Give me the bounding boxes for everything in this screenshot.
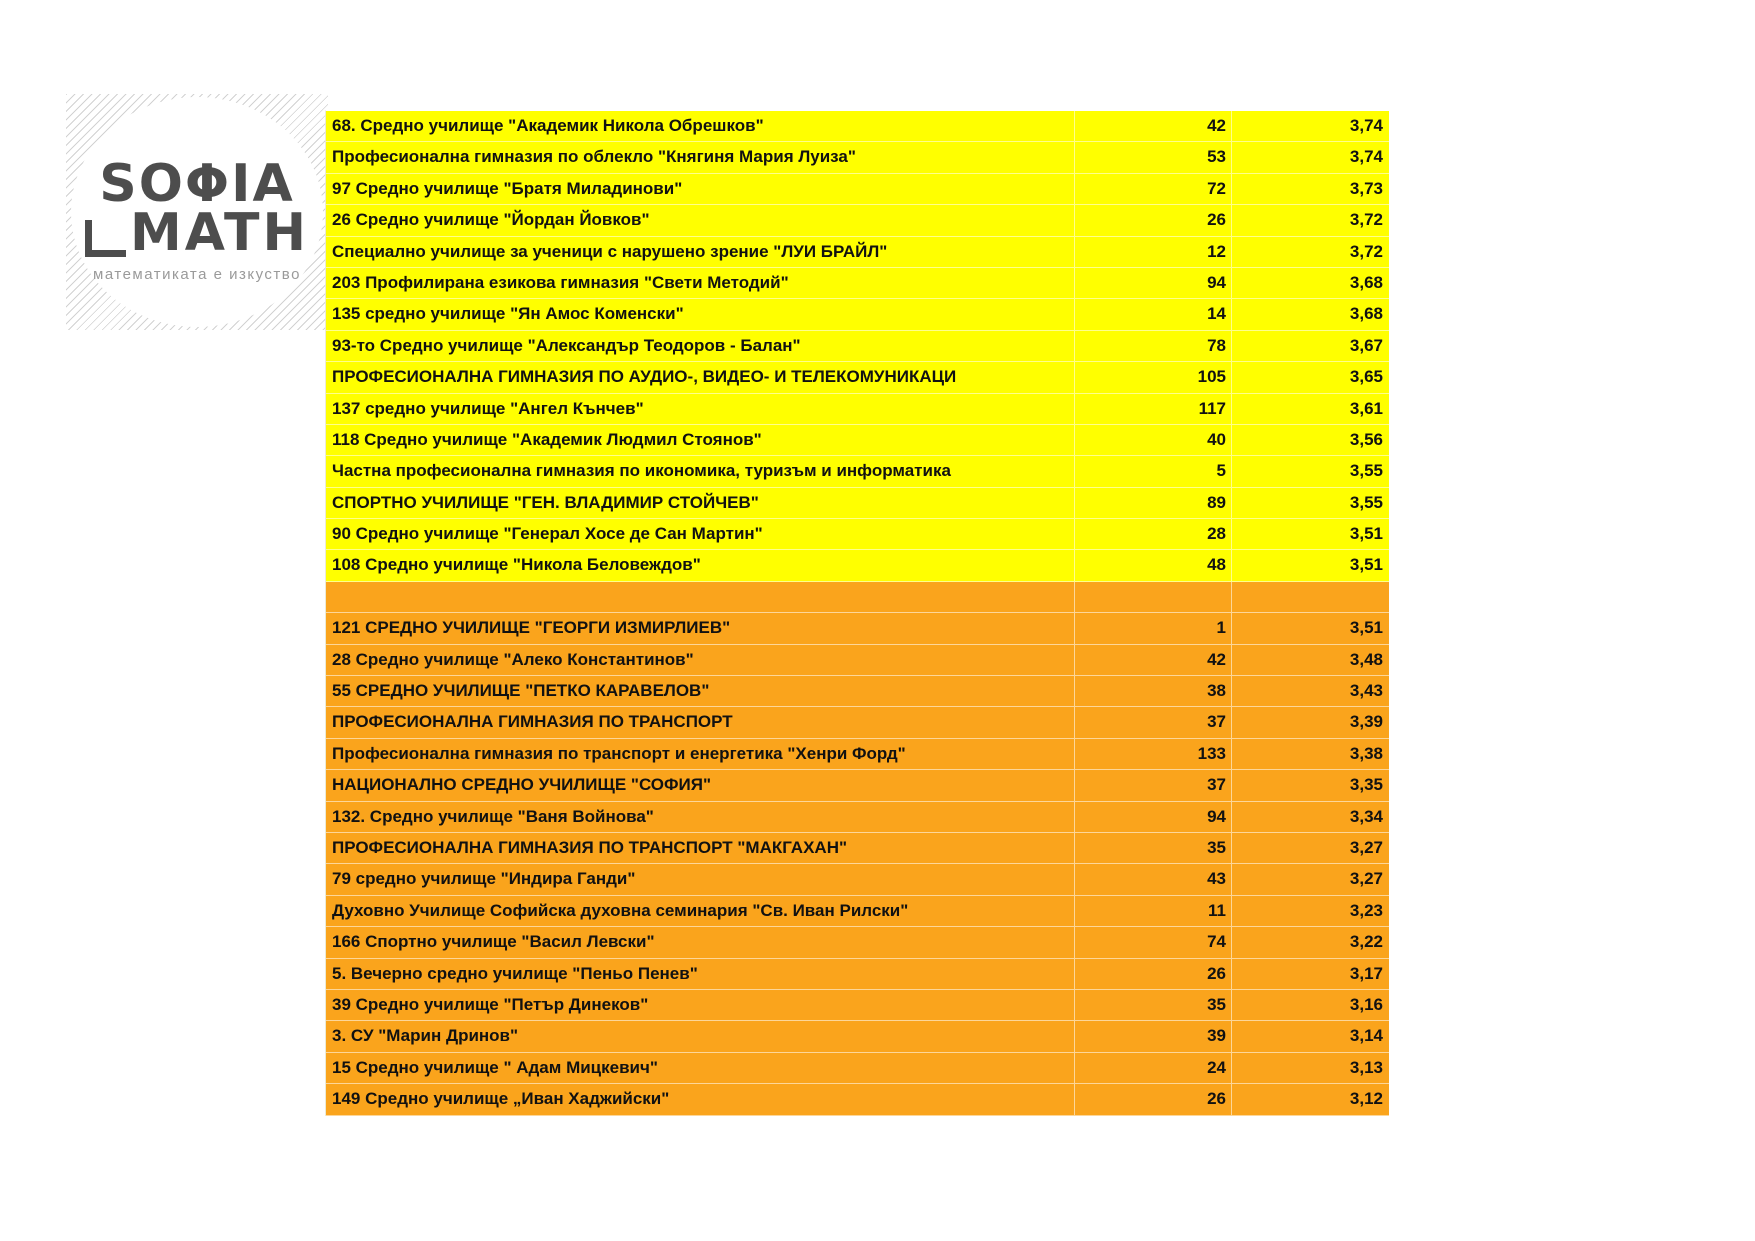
school-name-cell[interactable]: 93-то Средно училище "Александър Теодоров - Балан": [332, 335, 801, 355]
score-cell[interactable]: 3,23: [1231, 896, 1389, 926]
student-count-cell[interactable]: 117: [1074, 394, 1231, 424]
student-count-cell[interactable]: 35: [1074, 990, 1231, 1020]
school-name-cell[interactable]: ПРОФЕСИОНАЛНА ГИМНАЗИЯ ПО ТРАНСПОРТ: [332, 712, 733, 732]
school-name-cell[interactable]: ПРОФЕСИОНАЛНА ГИМНАЗИЯ ПО АУДИО-, ВИДЕО- И ТЕЛЕКОМУНИКАЦИ: [332, 367, 957, 387]
school-name-cell[interactable]: 79 средно училище "Индира Ганди": [332, 869, 636, 889]
score-cell[interactable]: 3,12: [1231, 1084, 1389, 1114]
table-row: [326, 707, 1389, 738]
student-count-cell[interactable]: 48: [1074, 550, 1231, 580]
school-name-cell[interactable]: Частна професионална гимназия по икономика, туризъм и информатика: [332, 461, 951, 481]
student-count-cell[interactable]: 26: [1074, 959, 1231, 989]
school-name-cell[interactable]: 137 средно училище "Ангел Кънчев": [332, 398, 644, 418]
table-row: [326, 142, 1389, 173]
score-cell[interactable]: 3,68: [1231, 299, 1389, 329]
student-count-cell[interactable]: 26: [1074, 205, 1231, 235]
student-count-cell[interactable]: 1: [1074, 613, 1231, 643]
score-cell[interactable]: 3,17: [1231, 959, 1389, 989]
table-row: [326, 770, 1389, 801]
student-count-cell[interactable]: [1074, 582, 1231, 612]
table-row: [326, 394, 1389, 425]
score-cell[interactable]: 3,51: [1231, 550, 1389, 580]
student-count-cell[interactable]: 42: [1074, 645, 1231, 675]
school-name-cell[interactable]: 135 средно училище "Ян Амос Коменски": [332, 304, 684, 324]
score-cell[interactable]: 3,22: [1231, 927, 1389, 957]
school-name-cell[interactable]: [326, 582, 1074, 612]
student-count-cell[interactable]: 40: [1074, 425, 1231, 455]
student-count-cell[interactable]: 37: [1074, 707, 1231, 737]
student-count-cell[interactable]: 53: [1074, 142, 1231, 172]
score-cell[interactable]: 3,61: [1231, 394, 1389, 424]
table-row: [326, 488, 1389, 519]
student-count-cell[interactable]: 12: [1074, 237, 1231, 267]
student-count-cell[interactable]: 94: [1074, 802, 1231, 832]
school-name-cell[interactable]: 15 Средно училище " Адам Мицкевич": [332, 1057, 658, 1077]
logo-underscore-mark: [85, 220, 126, 257]
score-cell[interactable]: [1231, 582, 1389, 612]
school-name-cell[interactable]: Духовно Училище Софийска духовна семинария "Св. Иван Рилски": [332, 900, 909, 920]
score-cell[interactable]: 3,56: [1231, 425, 1389, 455]
table-row: [326, 927, 1389, 958]
school-name-cell[interactable]: Професионална гимназия по облекло "Княгиня Мария Луиза": [332, 147, 856, 167]
school-name-cell[interactable]: 39 Средно училище "Петър Динеков": [332, 994, 649, 1014]
student-count-cell[interactable]: 133: [1074, 739, 1231, 769]
table-row: [326, 237, 1389, 268]
student-count-cell[interactable]: 72: [1074, 174, 1231, 204]
school-name-cell[interactable]: 203 Профилирана езикова гимназия "Свети Методий": [332, 272, 789, 292]
student-count-cell[interactable]: 94: [1074, 268, 1231, 298]
logo-title-sofia: SOΦIA: [99, 154, 295, 214]
school-name-cell[interactable]: 5. Вечерно средно училище "Пеньо Пенев": [332, 963, 698, 983]
table-row: [326, 519, 1389, 550]
score-cell[interactable]: 3,74: [1231, 142, 1389, 172]
table-row: [326, 959, 1389, 990]
table-row: [326, 990, 1389, 1021]
school-name-cell[interactable]: 121 СРЕДНО УЧИЛИЩЕ "ГЕОРГИ ИЗМИРЛИЕВ": [332, 618, 731, 638]
score-cell[interactable]: 3,39: [1231, 707, 1389, 737]
score-cell[interactable]: 3,55: [1231, 456, 1389, 486]
score-cell[interactable]: 3,51: [1231, 613, 1389, 643]
score-cell[interactable]: 3,72: [1231, 205, 1389, 235]
score-cell[interactable]: 3,14: [1231, 1021, 1389, 1051]
school-name-cell[interactable]: Специално училище за ученици с нарушено зрение "ЛУИ БРАЙЛ": [332, 241, 888, 261]
table-row: [326, 833, 1389, 864]
student-count-cell[interactable]: 11: [1074, 896, 1231, 926]
score-cell[interactable]: 3,73: [1231, 174, 1389, 204]
school-name-cell[interactable]: 132. Средно училище "Ваня Войнова": [332, 806, 654, 826]
school-name-cell[interactable]: 55 СРЕДНО УЧИЛИЩЕ "ПЕТКО КАРАВЕЛОВ": [332, 681, 710, 701]
score-cell[interactable]: 3,48: [1231, 645, 1389, 675]
logo-title-math: MATH: [130, 203, 309, 263]
score-cell[interactable]: 3,27: [1231, 864, 1389, 894]
score-cell[interactable]: 3,27: [1231, 833, 1389, 863]
score-cell[interactable]: 3,13: [1231, 1053, 1389, 1083]
school-name-cell[interactable]: ПРОФЕСИОНАЛНА ГИМНАЗИЯ ПО ТРАНСПОРТ "МАКГАХАН": [332, 837, 848, 857]
student-count-cell[interactable]: 38: [1074, 676, 1231, 706]
school-name-cell[interactable]: 108 Средно училище "Никола Беловеждов": [332, 555, 701, 575]
school-name-cell[interactable]: 68. Средно училище "Академик Никола Обрешков": [332, 116, 764, 135]
table-row: [326, 456, 1389, 487]
table-row: [326, 362, 1389, 393]
school-name-cell[interactable]: 166 Спортно училище "Васил Левски": [332, 932, 655, 952]
sofia-math-logo: [66, 94, 328, 330]
student-count-cell[interactable]: 35: [1074, 833, 1231, 863]
school-name-cell[interactable]: 28 Средно училище "Алеко Константинов": [332, 649, 694, 669]
student-count-cell[interactable]: 43: [1074, 864, 1231, 894]
score-cell[interactable]: 3,55: [1231, 488, 1389, 518]
student-count-cell[interactable]: 24: [1074, 1053, 1231, 1083]
table-row: [326, 268, 1389, 299]
student-count-cell[interactable]: 89: [1074, 488, 1231, 518]
score-cell[interactable]: 3,38: [1231, 739, 1389, 769]
school-ranking-table: [325, 110, 1389, 1116]
score-cell[interactable]: 3,35: [1231, 770, 1389, 800]
logo-content: [66, 94, 328, 330]
table-row: [326, 111, 1389, 142]
table-row: [326, 1053, 1389, 1084]
table-row: [326, 299, 1389, 330]
table-row: [326, 896, 1389, 927]
logo-title-math-row: [85, 203, 309, 263]
spacer-row: [326, 582, 1389, 613]
table-row: [326, 331, 1389, 362]
table-row: [326, 1021, 1389, 1052]
score-cell[interactable]: 3,68: [1231, 268, 1389, 298]
score-cell[interactable]: 3,51: [1231, 519, 1389, 549]
score-cell[interactable]: 3,72: [1231, 237, 1389, 267]
table-row: [326, 739, 1389, 770]
table-row: [326, 676, 1389, 707]
school-name-cell[interactable]: 90 Средно училище "Генерал Хосе де Сан Мартин": [332, 524, 763, 544]
school-name-cell[interactable]: 149 Средно училище „Иван Хаджийски": [332, 1089, 670, 1109]
school-name-cell[interactable]: НАЦИОНАЛНО СРЕДНО УЧИЛИЩЕ "СОФИЯ": [332, 775, 712, 795]
student-count-cell[interactable]: 74: [1074, 927, 1231, 957]
student-count-cell[interactable]: 105: [1074, 362, 1231, 392]
student-count-cell[interactable]: 14: [1074, 299, 1231, 329]
score-cell[interactable]: 3,34: [1231, 802, 1389, 832]
table-row: [326, 645, 1389, 676]
school-name-cell[interactable]: 26 Средно училище "Йордан Йовков": [332, 210, 650, 230]
score-cell[interactable]: 3,65: [1231, 362, 1389, 392]
score-cell[interactable]: 3,16: [1231, 990, 1389, 1020]
student-count-cell[interactable]: 37: [1074, 770, 1231, 800]
logo-tagline: математиката е изкуство: [93, 266, 301, 283]
student-count-cell[interactable]: 26: [1074, 1084, 1231, 1114]
table-row: [326, 425, 1389, 456]
table-row: [326, 205, 1389, 236]
table-row: [326, 802, 1389, 833]
school-name-cell[interactable]: 118 Средно училище "Академик Людмил Стоянов": [332, 429, 762, 449]
student-count-cell[interactable]: 5: [1074, 456, 1231, 486]
school-name-cell[interactable]: Професионална гимназия по транспорт и енергетика "Хенри Форд": [332, 743, 906, 763]
school-name-cell[interactable]: 97 Средно училище "Братя Миладинови": [332, 178, 683, 198]
score-cell[interactable]: 3,74: [1231, 111, 1389, 141]
student-count-cell[interactable]: 42: [1074, 111, 1231, 141]
table-row: [326, 1084, 1389, 1115]
table-row: [326, 550, 1389, 581]
student-count-cell[interactable]: 39: [1074, 1021, 1231, 1051]
school-name-cell[interactable]: СПОРТНО УЧИЛИЩЕ "ГЕН. ВЛАДИМИР СТОЙЧЕВ": [332, 492, 759, 512]
table-row: [326, 613, 1389, 644]
score-cell[interactable]: 3,43: [1231, 676, 1389, 706]
table-row: [326, 864, 1389, 895]
score-cell[interactable]: 3,67: [1231, 331, 1389, 361]
student-count-cell[interactable]: 28: [1074, 519, 1231, 549]
school-name-cell[interactable]: 3. СУ "Марин Дринов": [332, 1026, 519, 1046]
table-row: [326, 174, 1389, 205]
student-count-cell[interactable]: 78: [1074, 331, 1231, 361]
